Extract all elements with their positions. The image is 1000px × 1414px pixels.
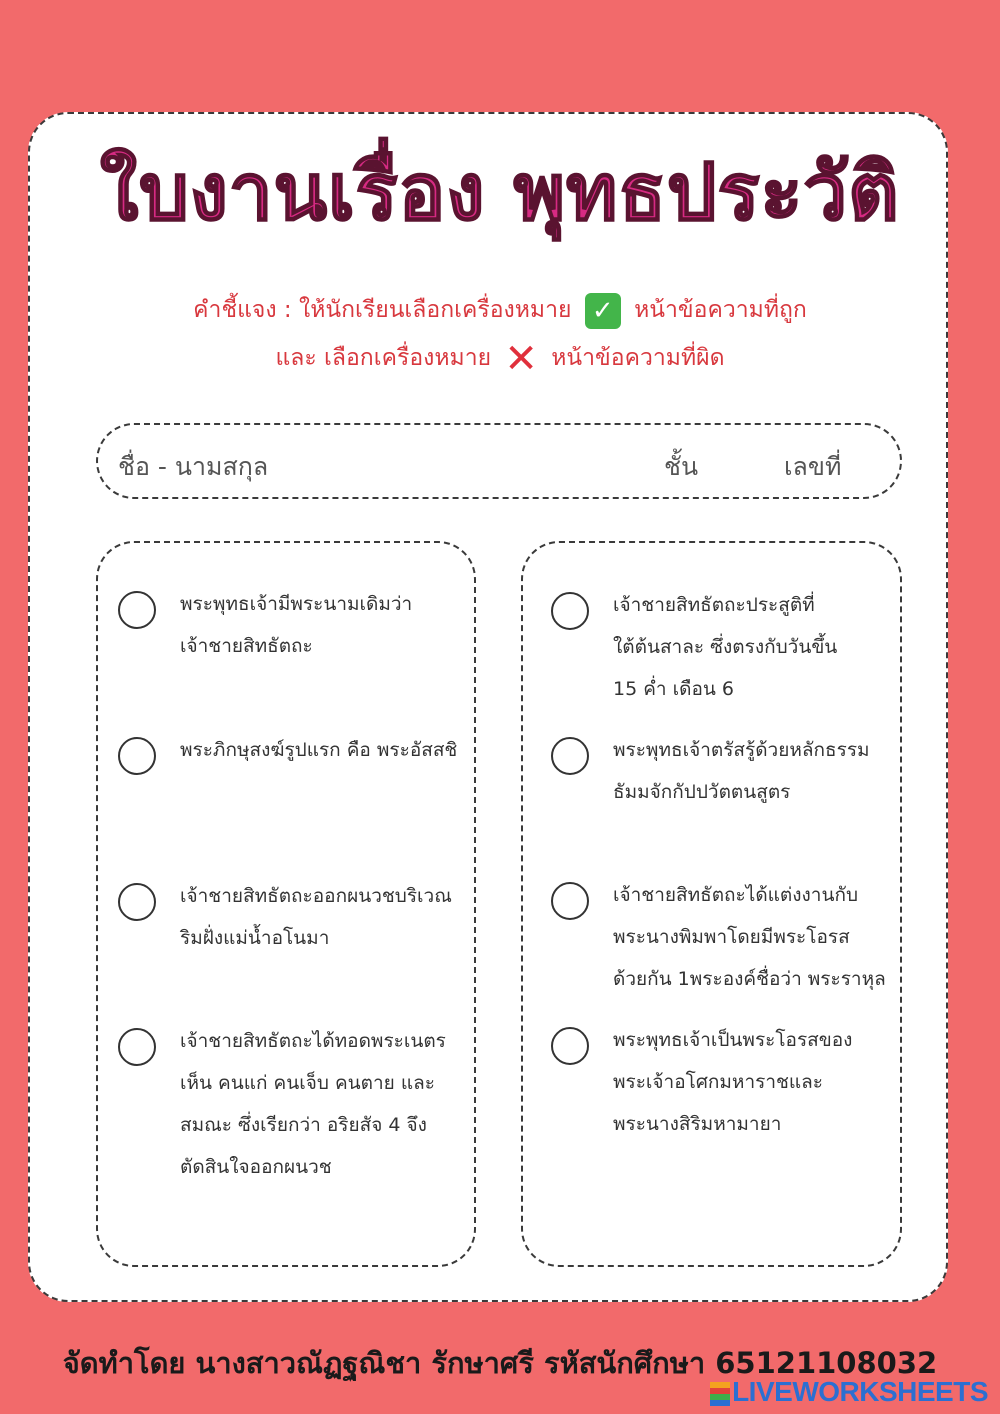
author-footer: จัดทำโดย นางสาวณัฏฐณิชา รักษาศรี รหัสนักศึกษา 65121108032 [62,1346,938,1380]
answer-circle[interactable] [118,883,156,921]
item-text: พระพุทธเจ้าตรัสรู้ด้วยหลักธรรม [613,739,870,761]
instruction-text: หน้าข้อความที่ผิด [551,345,725,371]
cross-mark-icon: ✕ [504,335,538,382]
name-label: ชื่อ - นามสกุล [118,452,269,481]
item-text: ตัดสินใจออกผนวช [180,1156,332,1178]
item-text: พระนางพิมพาโดยมีพระโอรส [613,926,850,948]
item-text: เจ้าชายสิทธัตถะออกผนวชบริเวณ [180,885,452,907]
item-text: พระพุทธเจ้าเป็นพระโอรสของ [613,1029,853,1051]
instruction-line-2 [0,335,1000,382]
class-label: ชั้น [664,452,699,481]
liveworksheets-logo [710,1376,988,1408]
instruction-line-1 [0,292,1000,329]
answer-circle[interactable] [118,1028,156,1066]
student-info-bar [96,423,902,499]
instruction-text: หน้าข้อความที่ถูก [634,297,807,323]
item-text: ด้วยกัน 1พระองค์ชื่อว่า พระราหุล [613,968,886,990]
answer-circle[interactable] [551,737,589,775]
check-mark-icon: ✓ [585,293,621,329]
instruction-text: และ เลือกเครื่องหมาย [275,345,492,371]
item-text: ริมฝั่งแม่น้ำอโนมา [180,927,330,949]
item-text: เจ้าชายสิทธัตถะประสูติที่ [613,594,815,616]
page-title: ใบงานเรื่อง พุทธประวัติ [100,148,900,238]
item-text: พระภิกษุสงฆ์รูปแรก คือ พระอัสสชิ [180,739,458,761]
answer-circle[interactable] [551,592,589,630]
answer-circle[interactable] [118,591,156,629]
item-text: พระพุทธเจ้ามีพระนามเดิมว่า [180,593,413,615]
answer-circle[interactable] [551,1027,589,1065]
answer-circle[interactable] [551,882,589,920]
item-text: พระนางสิริมหามายา [613,1113,782,1135]
answer-circle[interactable] [118,737,156,775]
brand-text: LIVEWORKSHEETS [732,1376,988,1407]
item-text: ใต้ต้นสาละ ซึ่งตรงกับวันขึ้น [613,636,838,658]
item-text: พระเจ้าอโศกมหาราชและ [613,1071,823,1093]
instruction-text: คำชี้แจง : ให้นักเรียนเลือกเครื่องหมาย [193,297,572,323]
item-text: เจ้าชายสิทธัตถะได้แต่งงานกับ [613,884,859,906]
right-question-panel [521,541,902,1267]
live-logo-icon [710,1382,730,1406]
item-text: เจ้าชายสิทธัตถะได้ทอดพระเนตร [180,1030,446,1052]
number-label: เลขที่ [784,452,842,481]
left-question-panel [96,541,476,1267]
item-text: เจ้าชายสิทธัตถะ [180,635,313,657]
item-text: เห็น คนแก่ คนเจ็บ คนตาย และ [180,1072,435,1094]
item-text: 15 ค่ำ เดือน 6 [613,678,734,700]
item-text: ธัมมจักกัปปวัตตนสูตร [613,781,791,803]
item-text: สมณะ ซึ่งเรียกว่า อริยสัจ 4 จึง [180,1114,427,1136]
